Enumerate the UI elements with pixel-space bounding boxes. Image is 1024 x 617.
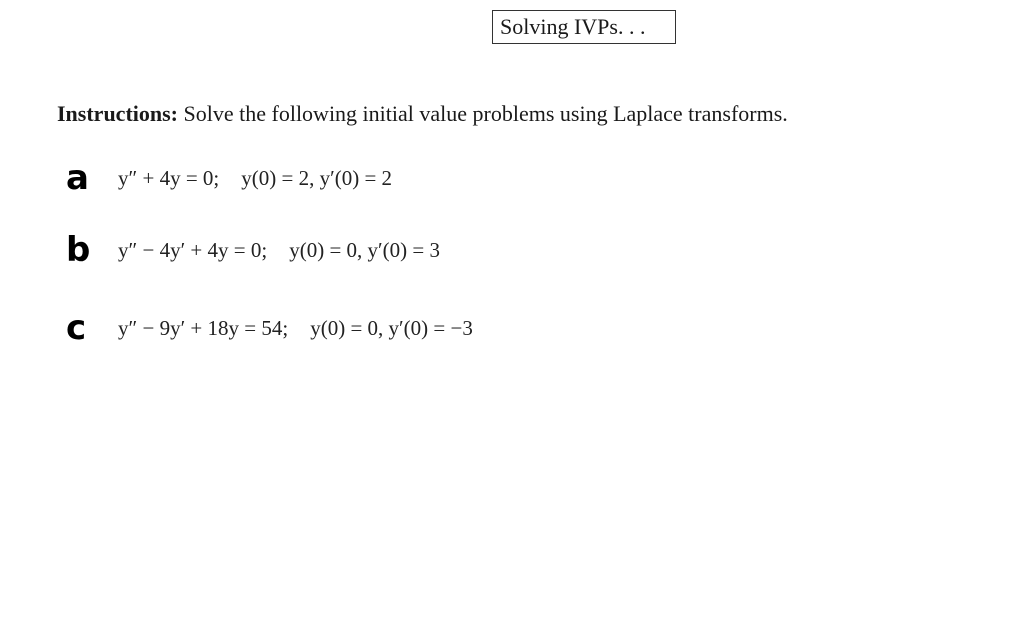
page-title: Solving IVPs. . . bbox=[492, 10, 676, 44]
problem-a-conditions: y(0) = 2, y′(0) = 2 bbox=[241, 165, 393, 190]
instructions-lead: Instructions: bbox=[57, 101, 179, 126]
problem-c bbox=[66, 308, 473, 348]
problem-b-equation: y″ − 4y′ + 4y = 0; bbox=[118, 237, 268, 262]
problem-b bbox=[66, 230, 440, 270]
problem-c-equation: y″ − 9y′ + 18y = 54; bbox=[118, 315, 289, 340]
problem-letter-a: a bbox=[66, 158, 89, 198]
problem-b-conditions: y(0) = 0, y′(0) = 3 bbox=[289, 237, 440, 262]
problem-c-conditions: y(0) = 0, y′(0) = −3 bbox=[310, 315, 473, 340]
problem-letter-b: b bbox=[66, 230, 91, 270]
problem-a bbox=[66, 158, 392, 198]
problem-a-equation: y″ + 4y = 0; bbox=[118, 165, 220, 190]
instructions-text: Solve the following initial value problems using Laplace transforms. bbox=[178, 101, 788, 126]
problem-letter-c: c bbox=[66, 308, 87, 348]
instructions-paragraph bbox=[57, 98, 788, 130]
